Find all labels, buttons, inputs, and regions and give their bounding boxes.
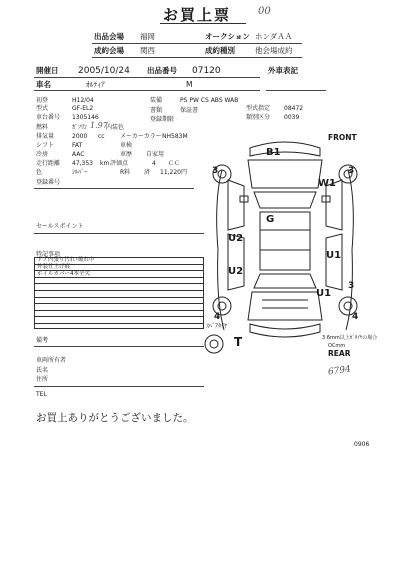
exterior-line	[266, 90, 326, 91]
remark-item: ドア内張り汚れ･破れ中	[37, 257, 95, 263]
history-label: 車歴	[120, 151, 133, 158]
displacement-label: 排気量	[36, 133, 55, 140]
exterior-label: 外車表記	[268, 66, 298, 75]
maker-color-value: NH583M	[162, 133, 188, 140]
tire-note: 3 6mm以上ｶﾞﾀｲﾔの場合	[322, 335, 378, 341]
category-label: 類別区分	[246, 114, 271, 121]
shift-value: FAT	[72, 142, 83, 149]
car-name-label: 車名	[36, 80, 51, 89]
car-grade-value: M	[186, 80, 193, 89]
maker-color-label: メーカーカラー	[120, 133, 162, 140]
docs-label: 書類	[150, 107, 163, 114]
displacement-value: 2000	[72, 133, 88, 140]
date-value: 2005/10/24	[78, 66, 130, 76]
sales-point-label: セールスポイント	[36, 223, 84, 230]
remark-row	[35, 278, 203, 285]
car-name-value: ｵﾙﾃｨｱ	[86, 80, 105, 89]
recycle-label: R料	[120, 169, 131, 176]
remark-row	[35, 298, 203, 305]
lot-label: 出品番号	[147, 66, 177, 75]
first-reg-value: H12/04	[72, 97, 94, 104]
model-value: GF-EL2	[72, 105, 94, 112]
date-label: 開催日	[36, 66, 59, 75]
page-title: お買上票	[163, 6, 232, 24]
mark-t: T	[234, 335, 243, 349]
ac-label: 冷房	[36, 151, 49, 158]
name-label: 氏名	[36, 367, 49, 374]
inspection-label: 車検	[120, 142, 133, 149]
capacity-value: 4	[152, 160, 156, 167]
venue-value: 福岡	[140, 32, 155, 41]
owner-line	[34, 386, 204, 387]
mark-3-fl: 3	[212, 166, 219, 176]
ac-value: AAC	[72, 151, 85, 158]
mark-w1: W1	[318, 178, 336, 189]
mileage-value: 47,353	[72, 160, 93, 167]
mark-g: G	[266, 214, 275, 225]
lot-value: 07120	[192, 66, 221, 76]
remark-row	[35, 284, 203, 291]
first-reg-label: 初登	[36, 97, 49, 104]
plate-label: 登録番号	[36, 179, 61, 186]
capacity-label: 評価点	[110, 160, 129, 167]
auction-value: ホンダＡＡ	[255, 32, 293, 41]
tel-label: TEL	[36, 391, 47, 398]
equip-value: PS PW CS ABS WAB	[180, 97, 239, 104]
front-label: FRONT	[328, 133, 357, 142]
model-spec-value: 08472	[284, 105, 304, 112]
handwritten-number: 6794	[327, 364, 352, 378]
remark-item: ホイルカバー4本全欠	[37, 271, 90, 277]
model-label: 型式	[36, 105, 49, 112]
document-code: 0906	[354, 441, 370, 448]
notes-label: 備考	[36, 337, 49, 344]
mark-3-rr: 3	[348, 281, 355, 291]
interior-label: 内装色	[106, 124, 125, 131]
chassis-label: 車台番号	[36, 114, 61, 121]
equip-label: 装備	[150, 97, 163, 104]
category-value: 0039	[284, 114, 300, 121]
model-spec-label: 型式指定	[246, 105, 271, 112]
contract-venue-value: 関西	[140, 46, 155, 55]
fuel-label: 燃料	[36, 124, 49, 131]
reg-expiry-label: 登録期限	[150, 116, 175, 123]
mark-u2-front: U2	[228, 233, 244, 244]
remark-item: 外装仕上げ痕	[37, 264, 71, 270]
displacement-unit: cc	[98, 133, 105, 140]
plate-line	[34, 188, 194, 189]
recycle-value: 済	[144, 169, 151, 176]
remark-row	[35, 291, 203, 298]
mark-u1-rear: U1	[316, 288, 332, 299]
remark-row	[35, 317, 203, 324]
mark-b1: B1	[266, 147, 281, 158]
capacity-unit: ＣＣ	[168, 160, 181, 167]
title-underline	[160, 23, 246, 24]
mark-4-rl: 4	[214, 312, 221, 322]
tire-note-2: OCmm	[328, 343, 346, 349]
fuel-value: ｶﾞｿﾘﾝ	[72, 124, 88, 131]
venue-label: 出品会場	[94, 32, 124, 41]
mileage-unit: km	[100, 160, 110, 167]
header-line-2	[92, 57, 302, 58]
mileage-label: 走行距離	[36, 160, 61, 167]
car-name-line	[34, 90, 260, 91]
owner-label: 車両所有者	[36, 357, 67, 364]
docs-value: 保証書	[180, 107, 199, 114]
mark-u2-rear: U2	[228, 266, 244, 277]
address-label: 住所	[36, 376, 49, 383]
mark-3-fr: 3	[348, 166, 355, 176]
shift-label: シフト	[36, 142, 55, 149]
color-label: 色	[36, 169, 43, 176]
thanks-message: お買上ありがとうございました。	[36, 412, 194, 424]
recycle-fee: 11,220円	[160, 169, 187, 176]
spare-tire-label: ｽﾍﾟｱﾀｲﾔ	[206, 323, 228, 330]
handwritten-note: 00	[258, 6, 271, 17]
history-value: 自家用	[146, 151, 165, 158]
mark-4-rr: 4	[352, 312, 359, 322]
remark-row	[35, 304, 203, 311]
rear-label: REAR	[328, 349, 351, 358]
mark-u1-front: U1	[326, 250, 342, 261]
chassis-value: 1305146	[72, 114, 99, 121]
contract-type-label: 成約種別	[205, 46, 235, 55]
sales-point-line	[34, 233, 204, 234]
contract-venue-label: 成約会場	[94, 46, 124, 55]
auction-label: オークション	[205, 32, 250, 41]
fuel-handwritten: 1.97	[90, 121, 108, 130]
remarks-label: 特記事項	[36, 251, 61, 258]
remark-row	[35, 311, 203, 318]
notes-line	[34, 346, 204, 347]
header-line-1	[92, 43, 302, 44]
row2-line	[34, 77, 260, 78]
color-value: ｼﾙﾊﾞｰ	[72, 169, 88, 176]
contract-type-value: 他会場成約	[255, 46, 293, 55]
